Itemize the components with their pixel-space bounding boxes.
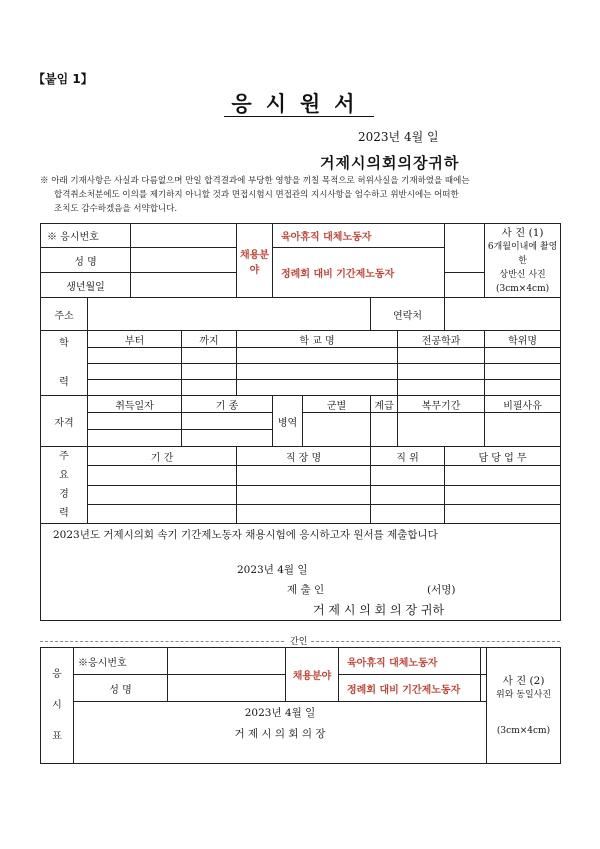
- ticket-exam-no-field[interactable]: [168, 648, 286, 675]
- address-label: 주소: [41, 298, 88, 331]
- submitter-label: 제 출 인: [287, 584, 325, 596]
- contact-label: 연락처: [371, 298, 445, 331]
- ticket-photo-title: 사 진 (2): [502, 674, 545, 687]
- career-cell[interactable]: [237, 485, 371, 504]
- photo-size: (3cm×4cm): [495, 283, 550, 294]
- signature-field[interactable]: (서명): [427, 584, 456, 596]
- career-col-period: 기 간: [88, 447, 237, 466]
- ticket-char: 응: [52, 669, 62, 680]
- career-cell[interactable]: [237, 504, 371, 523]
- ticket-field-label: 채용분야: [286, 648, 339, 702]
- ticket-name-field[interactable]: [168, 675, 286, 702]
- edu-cell[interactable]: [237, 380, 398, 396]
- edu-cell[interactable]: [485, 348, 561, 364]
- edu-cell[interactable]: [88, 364, 182, 380]
- ticket-char: 표: [52, 731, 62, 742]
- edu-char-1: 학: [59, 338, 69, 349]
- career-cell[interactable]: [88, 504, 237, 523]
- edu-cell[interactable]: [398, 380, 485, 396]
- edu-col-major: 전공학과: [398, 331, 485, 348]
- qual-cell[interactable]: [88, 430, 182, 447]
- career-cell[interactable]: [371, 485, 445, 504]
- edu-cell[interactable]: [398, 348, 485, 364]
- career-cell[interactable]: [445, 485, 561, 504]
- photo-title: 사 진 (1): [501, 226, 544, 239]
- edu-cell[interactable]: [88, 348, 182, 364]
- career-char: 력: [59, 508, 69, 519]
- career-cell[interactable]: [445, 504, 561, 523]
- edu-cell[interactable]: [88, 380, 182, 396]
- ticket-check-2[interactable]: [481, 675, 487, 702]
- field-check-2[interactable]: [445, 273, 485, 298]
- ticket-org: 거 제 시 의 회 의 장: [74, 724, 487, 764]
- career-cell[interactable]: [88, 485, 237, 504]
- mil-col-branch: 군별: [303, 396, 371, 413]
- contact-field[interactable]: [445, 298, 561, 331]
- ticket-photo-size: (3cm×4cm): [496, 725, 551, 736]
- edu-col-school: 학 교 명: [237, 331, 398, 348]
- qual-col-type: 기 종: [182, 396, 273, 413]
- field-option-2[interactable]: 정례회 대비 기간제노동자: [273, 248, 445, 298]
- qual-cell[interactable]: [182, 413, 273, 430]
- qualification-label: 자격: [41, 396, 88, 447]
- header-date: 2023년 4월 일: [358, 130, 439, 144]
- mil-col-exempt: 비필사유: [485, 396, 561, 413]
- edu-cell[interactable]: [182, 364, 237, 380]
- notice-line-3: 조치도 감수하겠음을 서약합니다.: [54, 204, 178, 214]
- edu-cell[interactable]: [485, 380, 561, 396]
- edu-char-2: 력: [59, 377, 69, 388]
- field-label: 채용분야: [237, 224, 273, 298]
- mil-cell[interactable]: [303, 413, 371, 447]
- career-char: 요: [59, 470, 69, 481]
- exam-number-label: ※ 응시번호: [41, 224, 131, 248]
- career-label: [41, 447, 88, 524]
- mil-cell[interactable]: [398, 413, 485, 447]
- ticket-photo-box[interactable]: [487, 648, 561, 764]
- photo-desc: 6개월이내에 촬영한: [487, 241, 558, 266]
- field-option-1[interactable]: 육아휴직 대체노동자: [273, 224, 445, 248]
- military-label: 병역: [273, 396, 303, 447]
- edu-cell[interactable]: [237, 348, 398, 364]
- photo-box-1[interactable]: [485, 224, 561, 298]
- title-underline: [224, 116, 374, 117]
- notice-line-2: 합격취소처분에도 이의를 제기하지 아니할 것과 면접시험시 면접관의 지시사항을 엄수하고 위반시에는 어떠한: [54, 190, 459, 200]
- statement-addressee: 거 제 시 의 회 의 장 귀하: [313, 603, 445, 617]
- career-col-company: 직 장 명: [237, 447, 371, 466]
- edu-cell[interactable]: [237, 364, 398, 380]
- ticket-char: 시: [52, 700, 62, 711]
- sign-date: 2023년 4월 일: [237, 564, 308, 576]
- qual-cell[interactable]: [182, 430, 273, 447]
- career-cell[interactable]: [445, 466, 561, 485]
- edu-col-degree: 학위명: [485, 331, 561, 348]
- ticket-exam-no-label: ※응시번호: [74, 648, 168, 675]
- ticket-field-option-1[interactable]: 육아휴직 대체노동자: [339, 648, 481, 675]
- notice-text: [40, 174, 560, 216]
- ticket-name-label: 성 명: [74, 675, 168, 702]
- qual-col-date: 취득일자: [88, 396, 182, 413]
- mil-col-period: 복무기간: [398, 396, 485, 413]
- edu-col-to: 까지: [182, 331, 237, 348]
- address-field[interactable]: [88, 298, 371, 331]
- edu-cell[interactable]: [182, 348, 237, 364]
- career-char: 주: [59, 451, 69, 462]
- qual-cell[interactable]: [88, 413, 182, 430]
- career-char: 경: [59, 489, 69, 500]
- mil-cell[interactable]: [485, 413, 561, 447]
- name-label: 성 명: [41, 248, 131, 273]
- photo-desc2: 상반신 사진: [499, 269, 546, 280]
- ticket-date: 2023년 4월 일: [74, 702, 487, 724]
- ticket-field-option-2[interactable]: 정례회 대비 기간제노동자: [339, 675, 481, 702]
- mil-cell[interactable]: [371, 413, 398, 447]
- career-cell[interactable]: [371, 466, 445, 485]
- edu-col-from: 부터: [88, 331, 182, 348]
- ticket-side-label: [41, 648, 74, 764]
- header-addressee: 거제시의회의장귀하: [320, 154, 460, 172]
- career-cell[interactable]: [237, 466, 371, 485]
- edu-cell[interactable]: [485, 364, 561, 380]
- edu-cell[interactable]: [182, 380, 237, 396]
- mil-col-rank: 계급: [371, 396, 398, 413]
- statement-text: 2023년도 거제시의회 속기 기간제노동자 채용시험에 응시하고자 원서를 제출합니다: [53, 529, 438, 541]
- ticket-photo-desc: 위와 동일사진: [496, 689, 552, 700]
- career-cell[interactable]: [371, 504, 445, 523]
- career-col-position: 직 위: [371, 447, 445, 466]
- education-label: [41, 331, 88, 396]
- attachment-tag: 【붙임 1】: [33, 72, 93, 86]
- name-field[interactable]: [131, 248, 237, 273]
- notice-line-1: ※ 아래 기재사항은 사실과 다름없으며 만일 합격결과에 부당한 영향을 끼칠 목적으로 허위사실을 기재하였을 때에는: [40, 176, 470, 186]
- birth-field[interactable]: [131, 273, 237, 298]
- page-title: 응시원서: [231, 91, 369, 116]
- cut-label: 간인: [286, 634, 311, 647]
- career-col-duty: 담 당 업 무: [445, 447, 561, 466]
- career-cell[interactable]: [88, 466, 237, 485]
- exam-ticket: [40, 647, 561, 764]
- birth-label: 생년월일: [41, 273, 131, 298]
- exam-number-field[interactable]: [131, 224, 237, 248]
- statement-block: [41, 524, 561, 621]
- field-check-1[interactable]: [445, 224, 485, 273]
- edu-cell[interactable]: [398, 364, 485, 380]
- application-form: [40, 223, 561, 621]
